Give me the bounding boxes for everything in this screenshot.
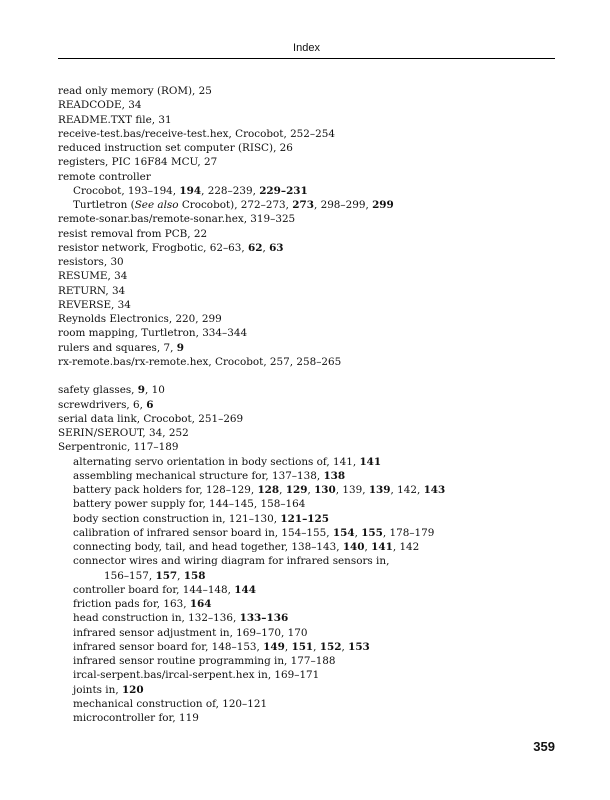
index-subentry [58,469,558,483]
bold-page-ref: 141 [371,541,393,553]
index-entry [58,326,558,340]
index-entry [58,426,558,440]
index-subentry [58,683,558,697]
bold-page-ref: 138 [323,469,346,482]
bold-page-ref: 153 [348,640,370,653]
index-subentry [58,640,558,654]
index-entry [58,155,558,169]
entry-text: infrared sensor adjustment in, 169–170, 170 [73,626,308,639]
index-subentry [58,554,558,568]
entry-text: Crocobot), 272–273, [178,199,293,211]
index-entry [58,440,558,454]
bold-page-ref: 299 [372,199,394,211]
entry-text: serial data link, Crocobot, 251–269 [58,412,244,425]
entry-text: infrared sensor routine programming in, 177–188 [73,655,336,667]
entry-text: , 142 [392,541,420,553]
bold-page-ref: 62 [248,241,263,254]
bold-page-ref: 140 [342,541,365,553]
index-subentry [58,540,558,554]
index-entry [58,212,558,226]
entry-text: battery power supply for, 144–145, 158–164 [73,498,306,511]
bold-page-ref: 9 [176,341,184,354]
index-subentry [58,697,558,711]
bold-page-ref: 120 [121,683,144,696]
bold-page-ref: 129 [285,484,308,496]
entry-text: , [279,484,286,496]
bold-page-ref: 152 [319,640,342,653]
entry-text: RETURN, 34 [58,284,126,297]
entry-text: , [341,640,349,653]
entry-text: resistor network, Frogbotic, 62–63, [58,241,248,254]
entry-text: joints in, [73,683,122,696]
index-entry [58,113,558,127]
entry-text: calibration of infrared sensor board in, 154–155, [73,526,333,539]
index-entry [58,284,558,298]
entry-text: rulers and squares, 7, [58,341,177,354]
index-entry [58,398,558,412]
index-subentry [58,597,558,611]
index-subentry [58,654,558,668]
bold-page-ref: 133–136 [239,612,289,625]
cross-reference: See also [134,199,179,211]
entry-text: , 298–299, [313,199,373,211]
bold-page-ref: 154 [332,526,355,539]
bold-page-ref: 164 [189,598,212,610]
index-subentry [58,569,558,583]
index-subentry [58,198,558,212]
entry-text: assembling mechanical structure for, 137–138, [73,469,324,482]
running-header [58,40,555,59]
entry-text: , 10 [145,384,165,397]
entry-text: 156–157, [104,569,156,582]
index-entry [58,255,558,269]
index-entry [58,170,558,184]
index-subentry [58,626,558,640]
entry-text: resistors, 30 [58,256,124,268]
entry-text: microcontroller for, 119 [73,712,199,724]
entry-text: , [284,640,292,653]
entry-text: , [262,241,270,254]
bold-page-ref: 144 [234,583,256,596]
bold-page-ref: 273 [292,199,314,211]
index-entry [58,269,558,283]
index-entry [58,312,558,326]
bold-page-ref: 229–231 [259,184,308,197]
entry-text: remote-sonar.bas/remote-sonar.hex, 319–325 [58,213,296,226]
bold-page-ref: 141 [359,455,382,468]
index-entry [58,141,558,155]
index-entry [58,298,558,312]
index-subentry [58,583,558,597]
index-subentry [58,512,558,526]
entry-text: Serpentronic, 117–189 [58,441,179,454]
entry-text: alternating servo orientation in body sections of, 141, [73,455,360,468]
bold-page-ref: 139 [368,484,391,496]
index-entry [58,355,558,369]
entry-text: READCODE, 34 [58,99,142,112]
index-subentry [58,668,558,682]
entry-text: controller board for, 144–148, [73,583,235,596]
index-subentry [58,483,558,497]
bold-page-ref: 151 [291,640,314,653]
index-entry [58,412,558,426]
bold-page-ref: 128 [257,484,280,496]
entry-text: infrared sensor board for, 148–153, [73,640,264,653]
entry-text: screwdrivers, 6, [58,398,147,411]
entry-text: Reynolds Electronics, 220, 299 [58,313,222,325]
bold-page-ref: 130 [314,484,336,496]
entry-text: body section construction in, 121–130, [73,512,281,525]
entry-text: remote controller [58,170,151,183]
entry-text: room mapping, Turtletron, 334–344 [58,327,248,340]
index-entry [58,241,558,255]
entry-text: read only memory (ROM), 25 [58,85,212,97]
index-entry-list [58,84,558,725]
bold-page-ref: 9 [137,384,146,397]
entry-text: Turtletron ( [73,199,135,211]
bold-page-ref: 6 [146,398,154,411]
index-entry [58,84,558,98]
entry-text: connector wires and wiring diagram for infrared sensors in, [73,555,390,568]
entry-text: Crocobot, 193–194, [73,184,180,197]
page-number: 359 [533,739,555,754]
bold-page-ref: 158 [183,569,206,582]
entry-text: resist removal from PCB, 22 [58,227,208,240]
entry-text: rx-remote.bas/rx-remote.hex, Crocobot, 257, 258–265 [58,355,342,368]
index-subentry [58,455,558,469]
entry-text: mechanical construction of, 120–121 [73,697,268,710]
entry-text: REVERSE, 34 [58,298,131,311]
entry-text: reduced instruction set computer (RISC), 26 [58,142,293,154]
entry-text: ircal-serpent.bas/ircal-serpent.hex in, 169–171 [73,669,320,682]
entry-text: , 178–179 [382,526,435,539]
index-entry [58,383,558,397]
entry-text: registers, PIC 16F84 MCU, 27 [58,156,218,169]
bold-page-ref: 149 [263,640,285,653]
bold-page-ref: 143 [423,484,446,496]
entry-text: safety glasses, [58,384,138,397]
index-entry [58,341,558,355]
index-subentry [58,711,558,725]
entry-text: , [354,526,362,539]
bold-page-ref: 63 [269,241,284,254]
entry-text: , 142, [390,484,424,496]
bold-page-ref: 157 [155,569,178,582]
entry-text: head construction in, 132–136, [73,612,240,625]
header-title: Index [293,42,320,54]
entry-text: SERIN/SEROUT, 34, 252 [58,427,189,439]
entry-text: , [307,484,315,496]
bold-page-ref: 194 [179,184,202,197]
entry-text: , 139, [335,484,369,496]
entry-text: , [177,569,184,582]
letter-group-gap [58,369,558,383]
entry-text: battery pack holders for, 128–129, [73,484,258,496]
index-entry [58,98,558,112]
index-entry [58,127,558,141]
entry-text: friction pads for, 163, [73,598,190,610]
index-entry [58,227,558,241]
entry-text: connecting body, tail, and head together, 138–143, [73,541,343,553]
entry-text: receive-test.bas/receive-test.hex, Crocobot, 252–254 [58,127,335,140]
entry-text: README.TXT file, 31 [58,113,172,126]
entry-text: , [364,541,372,553]
index-subentry [58,526,558,540]
index-subentry [58,611,558,625]
bold-page-ref: 121–125 [280,512,329,525]
entry-text: , 228–239, [201,184,260,197]
bold-page-ref: 155 [361,526,383,539]
index-subentry [58,497,558,511]
entry-text: RESUME, 34 [58,270,128,283]
entry-text: , [313,640,320,653]
index-subentry [58,184,558,198]
